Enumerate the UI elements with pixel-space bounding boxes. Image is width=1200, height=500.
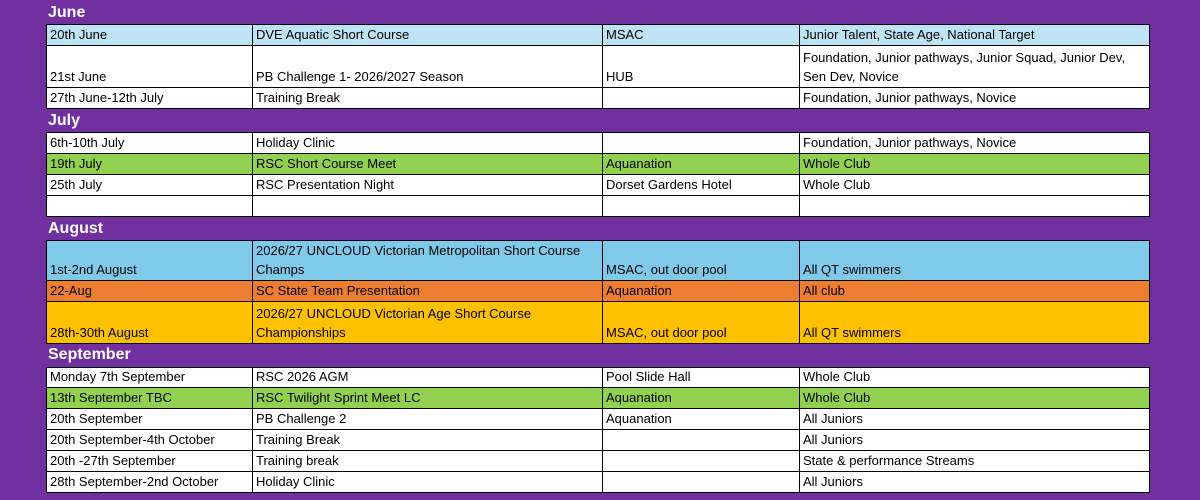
event-cell[interactable] bbox=[252, 388, 602, 409]
venue-cell[interactable] bbox=[602, 175, 799, 196]
venue-cell[interactable] bbox=[602, 281, 799, 302]
table-row bbox=[46, 46, 1150, 88]
event-text: RSC Twilight Sprint Meet LC bbox=[256, 390, 421, 405]
table-row bbox=[46, 388, 1150, 409]
event-cell[interactable] bbox=[252, 302, 602, 344]
date-cell[interactable] bbox=[46, 175, 252, 196]
month-header: September bbox=[48, 346, 131, 363]
venue-text: Aquanation bbox=[606, 390, 672, 405]
event-cell[interactable] bbox=[252, 88, 602, 109]
table-row bbox=[46, 367, 1150, 388]
event-cell[interactable] bbox=[252, 175, 602, 196]
table-row bbox=[46, 430, 1150, 451]
event-text: PB Challenge 2 bbox=[256, 411, 347, 426]
event-text: RSC 2026 AGM bbox=[256, 369, 349, 384]
venue-cell[interactable] bbox=[602, 132, 799, 154]
date-cell[interactable] bbox=[46, 46, 252, 88]
date-text: 20th September bbox=[50, 411, 143, 426]
date-text: 28th-30th August bbox=[50, 325, 149, 340]
date-cell[interactable] bbox=[46, 367, 252, 388]
event-cell[interactable] bbox=[252, 281, 602, 302]
squads-text: Foundation, Junior pathways, Novice bbox=[803, 90, 1017, 105]
event-cell[interactable] bbox=[252, 451, 602, 472]
squads-text: All Juniors bbox=[803, 474, 863, 489]
date-cell[interactable] bbox=[46, 240, 252, 281]
date-cell[interactable] bbox=[46, 451, 252, 472]
table-row bbox=[46, 302, 1150, 344]
squads-cell[interactable] bbox=[799, 281, 1150, 302]
date-cell[interactable] bbox=[46, 154, 252, 175]
event-text: RSC Short Course Meet bbox=[256, 156, 397, 171]
table-row bbox=[46, 154, 1150, 175]
squads-text: Whole Club bbox=[803, 390, 871, 405]
squads-text: Whole Club bbox=[803, 369, 871, 384]
venue-cell[interactable] bbox=[602, 154, 799, 175]
squads-cell[interactable] bbox=[799, 24, 1150, 46]
venue-text: Aquanation bbox=[606, 411, 672, 426]
event-cell[interactable] bbox=[252, 240, 602, 281]
squads-cell[interactable] bbox=[799, 132, 1150, 154]
event-cell[interactable] bbox=[252, 367, 602, 388]
date-text: 28th September-2nd October bbox=[50, 474, 219, 489]
venue-text: MSAC, out door pool bbox=[606, 262, 727, 277]
squads-cell[interactable] bbox=[799, 196, 1150, 217]
venue-cell[interactable] bbox=[602, 367, 799, 388]
squads-text: Whole Club bbox=[803, 177, 871, 192]
squads-text: All Juniors bbox=[803, 411, 863, 426]
venue-cell[interactable] bbox=[602, 24, 799, 46]
date-cell[interactable] bbox=[46, 281, 252, 302]
venue-cell[interactable] bbox=[602, 430, 799, 451]
event-text: 2026/27 UNCLOUD Victorian Metropolitan Short Course Champs bbox=[256, 243, 581, 277]
squads-text: All QT swimmers bbox=[803, 262, 901, 277]
venue-text: Aquanation bbox=[606, 156, 672, 171]
event-cell[interactable] bbox=[252, 154, 602, 175]
squads-text: All Juniors bbox=[803, 432, 863, 447]
squads-cell[interactable] bbox=[799, 451, 1150, 472]
event-text: SC State Team Presentation bbox=[256, 283, 420, 298]
event-cell[interactable] bbox=[252, 132, 602, 154]
date-text: 19th July bbox=[50, 156, 103, 171]
month-header: July bbox=[48, 112, 81, 129]
event-text: DVE Aquatic Short Course bbox=[256, 27, 410, 42]
event-cell[interactable] bbox=[252, 430, 602, 451]
table-row bbox=[46, 409, 1150, 430]
date-text: 20th September-4th October bbox=[50, 432, 215, 447]
event-text: Holiday Clinic bbox=[256, 474, 335, 489]
venue-cell[interactable] bbox=[602, 302, 799, 344]
venue-text: Pool Slide Hall bbox=[606, 369, 691, 384]
date-text: 22-Aug bbox=[50, 283, 92, 298]
month-header: August bbox=[48, 220, 104, 237]
date-text: 25th July bbox=[50, 177, 103, 192]
event-text: RSC Presentation Night bbox=[256, 177, 395, 192]
table-row bbox=[46, 240, 1150, 281]
month-header: June bbox=[48, 4, 86, 21]
venue-cell[interactable] bbox=[602, 451, 799, 472]
date-text: Monday 7th September bbox=[50, 369, 186, 384]
event-text: 2026/27 UNCLOUD Victorian Age Short Course Championships bbox=[256, 306, 532, 340]
event-cell[interactable] bbox=[252, 409, 602, 430]
date-text: 6th-10th July bbox=[50, 135, 125, 150]
date-cell[interactable] bbox=[46, 24, 252, 46]
date-cell[interactable] bbox=[46, 409, 252, 430]
table-row bbox=[46, 175, 1150, 196]
event-text: PB Challenge 1- 2026/2027 Season bbox=[256, 69, 464, 84]
venue-cell[interactable] bbox=[602, 388, 799, 409]
squads-cell[interactable] bbox=[799, 240, 1150, 281]
event-cell[interactable] bbox=[252, 196, 602, 217]
date-cell[interactable] bbox=[46, 430, 252, 451]
date-cell[interactable] bbox=[46, 132, 252, 154]
squads-text: Foundation, Junior pathways, Novice bbox=[803, 135, 1017, 150]
date-text: 1st-2nd August bbox=[50, 262, 137, 277]
squads-text: Whole Club bbox=[803, 156, 871, 171]
venue-cell[interactable] bbox=[602, 240, 799, 281]
squads-cell[interactable] bbox=[799, 430, 1150, 451]
date-text: 21st June bbox=[50, 69, 107, 84]
event-cell[interactable] bbox=[252, 472, 602, 493]
venue-cell[interactable] bbox=[602, 196, 799, 217]
table-row bbox=[46, 132, 1150, 154]
event-text: Training Break bbox=[256, 90, 341, 105]
date-text: 13th September TBC bbox=[50, 390, 172, 405]
table-row bbox=[46, 196, 1150, 217]
date-text: 20th June bbox=[50, 27, 108, 42]
event-text: Holiday Clinic bbox=[256, 135, 335, 150]
event-text: Training break bbox=[256, 453, 339, 468]
table-row bbox=[46, 281, 1150, 302]
venue-cell[interactable] bbox=[602, 409, 799, 430]
date-cell[interactable] bbox=[46, 88, 252, 109]
table-row bbox=[46, 451, 1150, 472]
date-text: 20th -27th September bbox=[50, 453, 176, 468]
squads-cell[interactable] bbox=[799, 472, 1150, 493]
squads-cell[interactable] bbox=[799, 175, 1150, 196]
venue-cell[interactable] bbox=[602, 46, 799, 88]
squads-cell[interactable] bbox=[799, 367, 1150, 388]
venue-text: MSAC, out door pool bbox=[606, 325, 727, 340]
table-row bbox=[46, 88, 1150, 109]
squads-cell[interactable] bbox=[799, 409, 1150, 430]
venue-text: HUB bbox=[606, 69, 634, 84]
venue-text: MSAC bbox=[606, 27, 644, 42]
squads-text: All QT swimmers bbox=[803, 325, 901, 340]
date-cell[interactable] bbox=[46, 388, 252, 409]
table-row bbox=[46, 24, 1150, 46]
date-cell[interactable] bbox=[46, 302, 252, 344]
venue-text: Aquanation bbox=[606, 283, 672, 298]
event-cell[interactable] bbox=[252, 24, 602, 46]
date-text: 27th June-12th July bbox=[50, 90, 164, 105]
event-cell[interactable] bbox=[252, 46, 602, 88]
squads-text: State & performance Streams bbox=[803, 453, 975, 468]
squads-cell[interactable] bbox=[799, 154, 1150, 175]
date-cell[interactable] bbox=[46, 196, 252, 217]
venue-cell[interactable] bbox=[602, 88, 799, 109]
squads-text: Foundation, Junior pathways, Junior Squad, Junior Dev, Sen Dev, Novice bbox=[803, 50, 1126, 84]
squads-text: All club bbox=[803, 283, 845, 298]
squads-cell[interactable] bbox=[799, 46, 1150, 88]
squads-text: Junior Talent, State Age, National Target bbox=[803, 27, 1035, 42]
table-row bbox=[46, 472, 1150, 493]
squads-cell[interactable] bbox=[799, 302, 1150, 344]
event-text: Training Break bbox=[256, 432, 341, 447]
date-cell[interactable] bbox=[46, 472, 252, 493]
venue-cell[interactable] bbox=[602, 472, 799, 493]
venue-text: Dorset Gardens Hotel bbox=[606, 177, 732, 192]
squads-cell[interactable] bbox=[799, 88, 1150, 109]
squads-cell[interactable] bbox=[799, 388, 1150, 409]
